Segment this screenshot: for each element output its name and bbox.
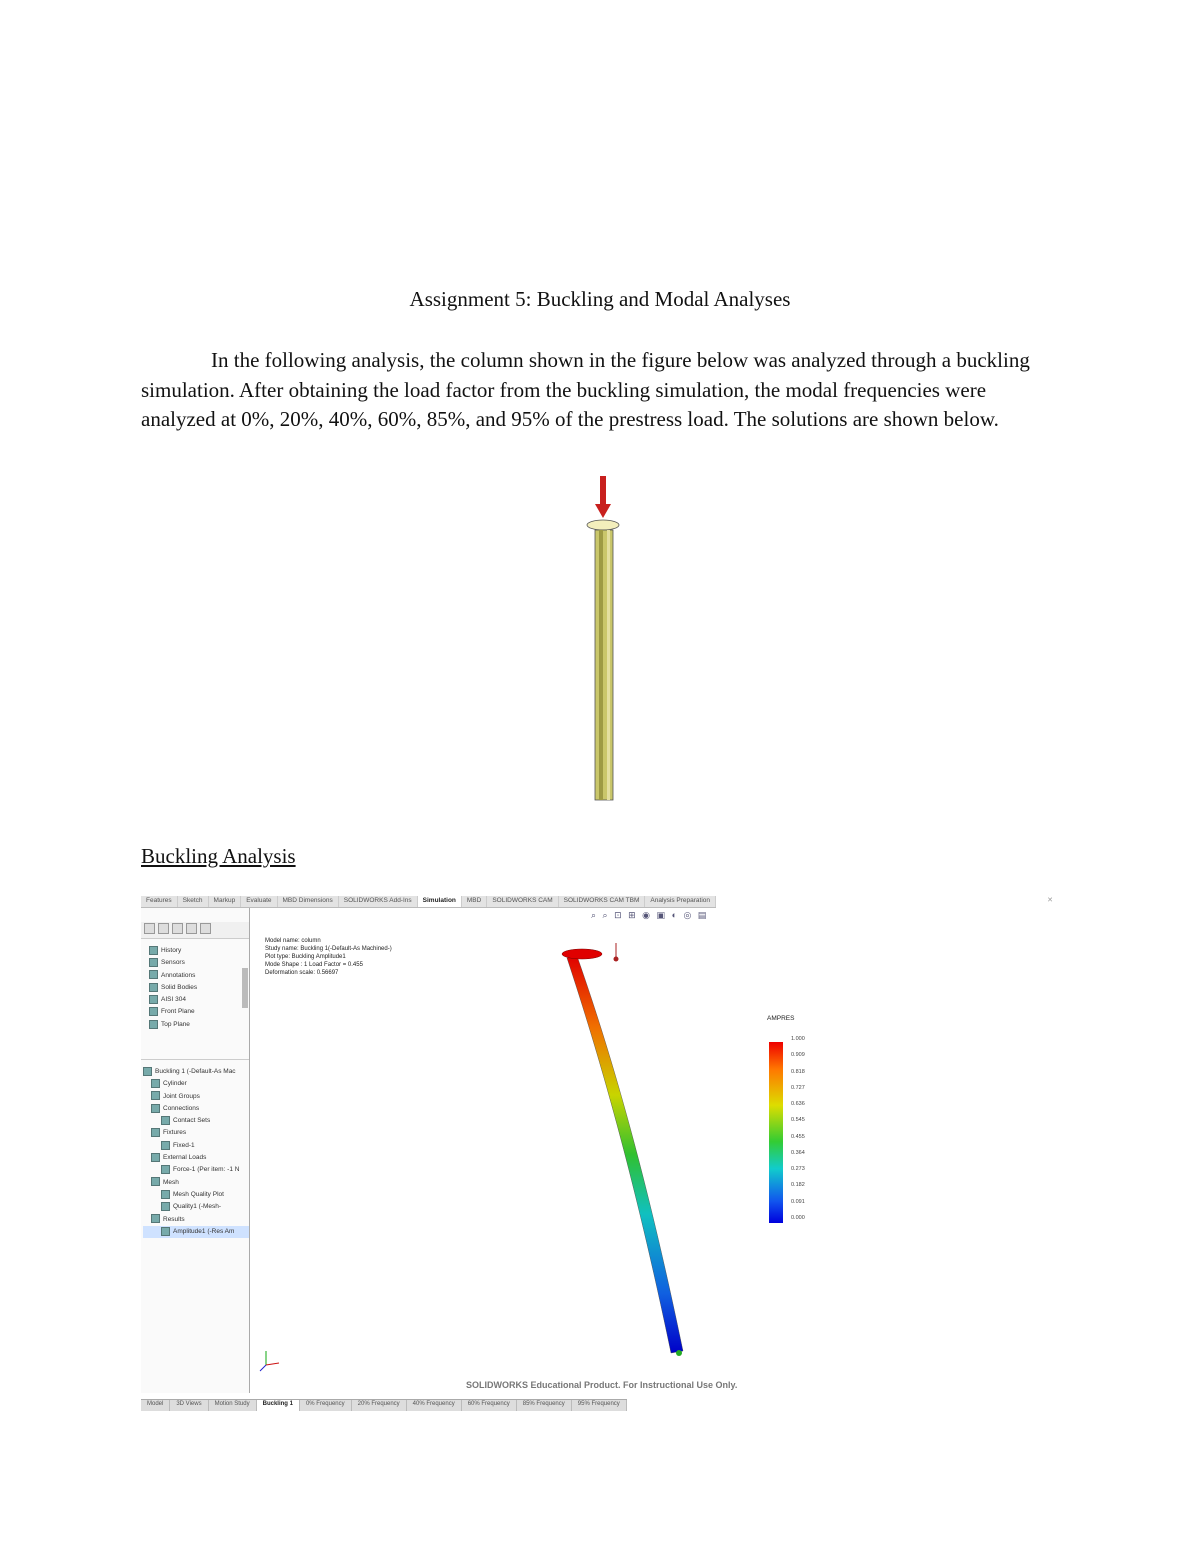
tree-item-label: Amplitude1 (-Res Am [173, 1227, 235, 1235]
close-icon[interactable]: ✕ [1047, 897, 1053, 904]
study-tab[interactable]: Buckling 1 [257, 1400, 300, 1411]
plot-info-line: Plot type: Buckling Amplitude1 [265, 954, 346, 960]
command-tab[interactable]: Sketch [178, 896, 209, 907]
tree-item-label: History [161, 947, 182, 954]
tree-item-label: Buckling 1 (-Default-As Mac [155, 1068, 236, 1075]
heads-up-view-toolbar[interactable]: ⌕ ⌕ ⊡ ⊞ ◉ ▣ ◐ ◎ ▤ [591, 910, 709, 920]
tree-item-label: Fixtures [163, 1129, 187, 1137]
legend-tick-label: 0.455 [791, 1133, 805, 1140]
study-tab[interactable]: Model [141, 1400, 170, 1411]
legend-tick-label: 0.273 [791, 1166, 805, 1173]
tree-item-label: Top Plane [161, 1020, 190, 1028]
legend-tick-label: 1.000 [791, 1036, 805, 1042]
triad-icon [260, 1351, 279, 1371]
column-shaft [595, 530, 613, 800]
legend-tick-label: 0.727 [791, 1084, 805, 1091]
tree-item-label: Contact Sets [173, 1117, 211, 1125]
command-tab[interactable]: Evaluate [241, 896, 277, 907]
column-cap [587, 520, 619, 530]
legend-tick-label: 0.182 [791, 1182, 805, 1189]
study-tab[interactable]: 3D Views [170, 1400, 208, 1411]
study-tab[interactable]: 40% Frequency [407, 1400, 462, 1411]
assignment-title: Assignment 5: Buckling and Modal Analyses [409, 287, 791, 311]
command-tab[interactable]: SOLIDWORKS Add-Ins [339, 896, 418, 907]
plot-info-line: Model name: column [265, 938, 321, 944]
deformed-column-cap [562, 949, 602, 959]
load-indicator-icon [614, 943, 619, 962]
deformed-column [567, 956, 683, 1353]
fixture-icon [676, 1350, 682, 1356]
legend-ticks [791, 1036, 805, 1221]
intro-paragraph-text: In the following analysis, the column shown in the figure below was analyzed through a buckling simulation. After obtaining the load factor from the buckling simulation, the modal frequencies were analyzed at 0%, 20%, 40%, 60%, 85%, and 95% of the prestress load. The solutions are shown below. [141, 348, 1030, 431]
tree-item-label: Connections [163, 1104, 200, 1112]
tree-item-label: Annotations [161, 971, 196, 979]
legend-tick-label: 0.909 [791, 1052, 805, 1059]
tree-item-label: Force-1 (Per item: -1 N [173, 1166, 240, 1174]
study-tab[interactable]: 20% Frequency [352, 1400, 407, 1411]
command-tab[interactable]: MBD Dimensions [278, 896, 339, 907]
column-figure [560, 470, 650, 810]
tree-item-label: Results [163, 1215, 185, 1223]
study-tab[interactable]: Motion Study [209, 1400, 257, 1411]
command-tab[interactable]: MBD [462, 896, 487, 907]
study-tab[interactable]: 60% Frequency [462, 1400, 517, 1411]
study-tab[interactable]: 95% Frequency [572, 1400, 627, 1411]
legend-tick-label: 0.818 [791, 1068, 805, 1075]
command-tab[interactable]: Features [141, 896, 178, 907]
command-tab[interactable]: SOLIDWORKS CAM TBM [559, 896, 646, 907]
buckled-column-plot [141, 893, 1061, 1393]
tree-item-label: Mesh [163, 1178, 179, 1186]
educational-watermark: SOLIDWORKS Educational Product. For Instructional Use Only. [466, 1380, 738, 1390]
load-arrow-icon [595, 476, 611, 518]
tree-item-label: Joint Groups [163, 1092, 200, 1100]
legend-tick-label: 0.000 [791, 1214, 805, 1221]
legend-tick-label: 0.545 [791, 1117, 805, 1124]
intro-paragraph [141, 346, 1061, 435]
plot-info-line: Study name: Buckling 1(-Default-As Machined-) [265, 946, 392, 952]
solidworks-screenshot [141, 893, 1061, 1413]
command-tab[interactable]: Markup [209, 896, 242, 907]
command-tab[interactable]: Analysis Preparation [645, 896, 716, 907]
tree-item-label: Cylinder [163, 1080, 187, 1088]
legend-tick-label: 0.636 [791, 1101, 805, 1108]
study-tabs [141, 1399, 627, 1411]
section-heading: Buckling Analysis [141, 844, 296, 868]
command-tab[interactable]: SOLIDWORKS CAM [487, 896, 558, 907]
tree-item-label: External Loads [163, 1154, 207, 1162]
tree-item-label: AISI 304 [161, 996, 186, 1004]
study-tab[interactable]: 0% Frequency [300, 1400, 352, 1411]
study-tab[interactable]: 85% Frequency [517, 1400, 572, 1411]
plot-info-line: Mode Shape : 1 Load Factor = 0.455 [265, 962, 363, 968]
tree-item-label: Mesh Quality Plot [173, 1190, 224, 1198]
tree-item-label: Sensors [161, 959, 185, 967]
tree-item-label: Fixed-1 [173, 1141, 195, 1149]
tree-item-label: Solid Bodies [161, 983, 198, 991]
legend-tick-label: 0.364 [791, 1149, 805, 1156]
tree-item-label: Front Plane [161, 1008, 195, 1016]
legend-title: AMPRES [767, 1015, 795, 1022]
color-legend-bar [769, 1042, 783, 1223]
tree-item-label: Quality1 (-Mesh- [173, 1203, 222, 1211]
plot-info-line: Deformation scale: 0.56697 [265, 970, 339, 976]
legend-tick-label: 0.091 [791, 1198, 805, 1205]
command-tab[interactable]: Simulation [418, 896, 462, 907]
